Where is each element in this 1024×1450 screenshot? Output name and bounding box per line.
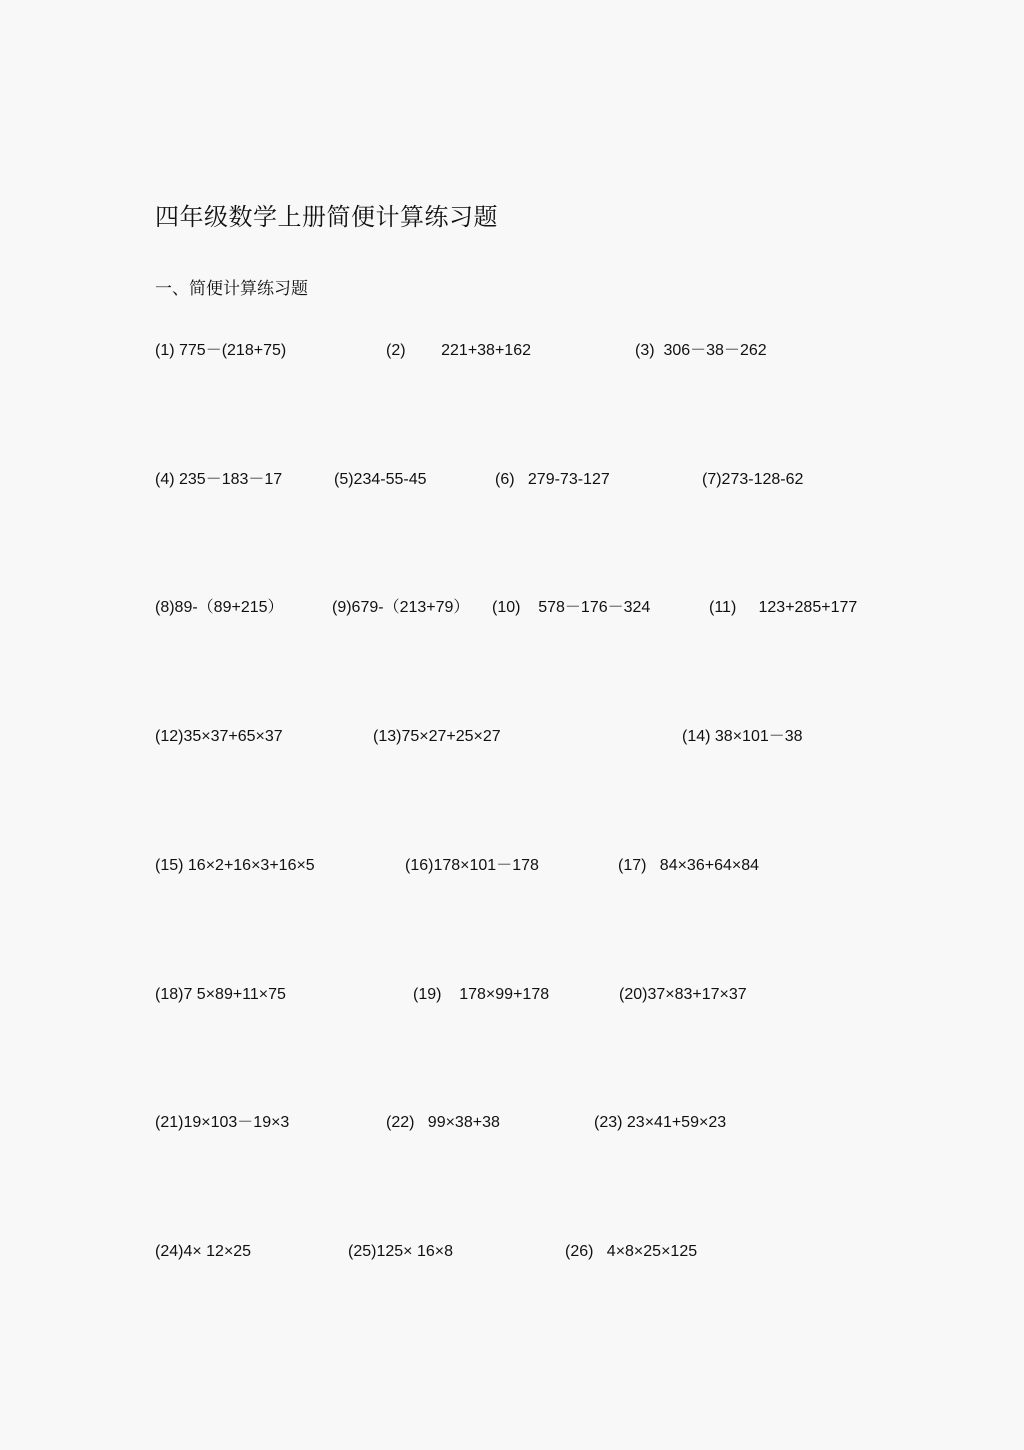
problem-9: (9)679-（213+79） bbox=[332, 599, 470, 616]
problem-3: (3) 306－38－262 bbox=[635, 342, 767, 359]
problem-12: (12)35×37+65×37 bbox=[155, 728, 283, 745]
problem-4: (4) 235－183－17 bbox=[155, 471, 283, 488]
problem-21: (21)19×103－19×3 bbox=[155, 1114, 290, 1131]
problem-22: (22) 99×38+38 bbox=[386, 1114, 500, 1131]
problem-23: (23) 23×41+59×23 bbox=[594, 1114, 727, 1131]
page-title: 四年级数学上册简便计算练习题 bbox=[155, 203, 498, 231]
problem-11: (11) 123+285+177 bbox=[709, 599, 858, 616]
problem-8: (8)89-（89+215） bbox=[155, 599, 284, 616]
problem-2: (2) 221+38+162 bbox=[386, 342, 531, 359]
problem-20: (20)37×83+17×37 bbox=[619, 986, 747, 1003]
problem-24: (24)4× 12×25 bbox=[155, 1243, 252, 1260]
problem-6: (6) 279-73-127 bbox=[495, 471, 610, 488]
problem-1: (1) 775－(218+75) bbox=[155, 342, 287, 359]
problem-5: (5)234-55-45 bbox=[334, 471, 427, 488]
problem-13: (13)75×27+25×27 bbox=[373, 728, 501, 745]
problem-7: (7)273-128-62 bbox=[702, 471, 804, 488]
section-heading: 一、简便计算练习题 bbox=[155, 279, 308, 299]
problem-26: (26) 4×8×25×125 bbox=[565, 1243, 698, 1260]
problem-17: (17) 84×36+64×84 bbox=[618, 857, 760, 874]
problem-15: (15) 16×2+16×3+16×5 bbox=[155, 857, 315, 874]
problem-18: (18)7 5×89+11×75 bbox=[155, 986, 286, 1003]
problem-14: (14) 38×101－38 bbox=[682, 728, 803, 745]
problem-19: (19) 178×99+178 bbox=[413, 986, 550, 1003]
problem-25: (25)125× 16×8 bbox=[348, 1243, 453, 1260]
problem-10: (10) 578－176－324 bbox=[492, 599, 651, 616]
problem-16: (16)178×101－178 bbox=[405, 857, 539, 874]
